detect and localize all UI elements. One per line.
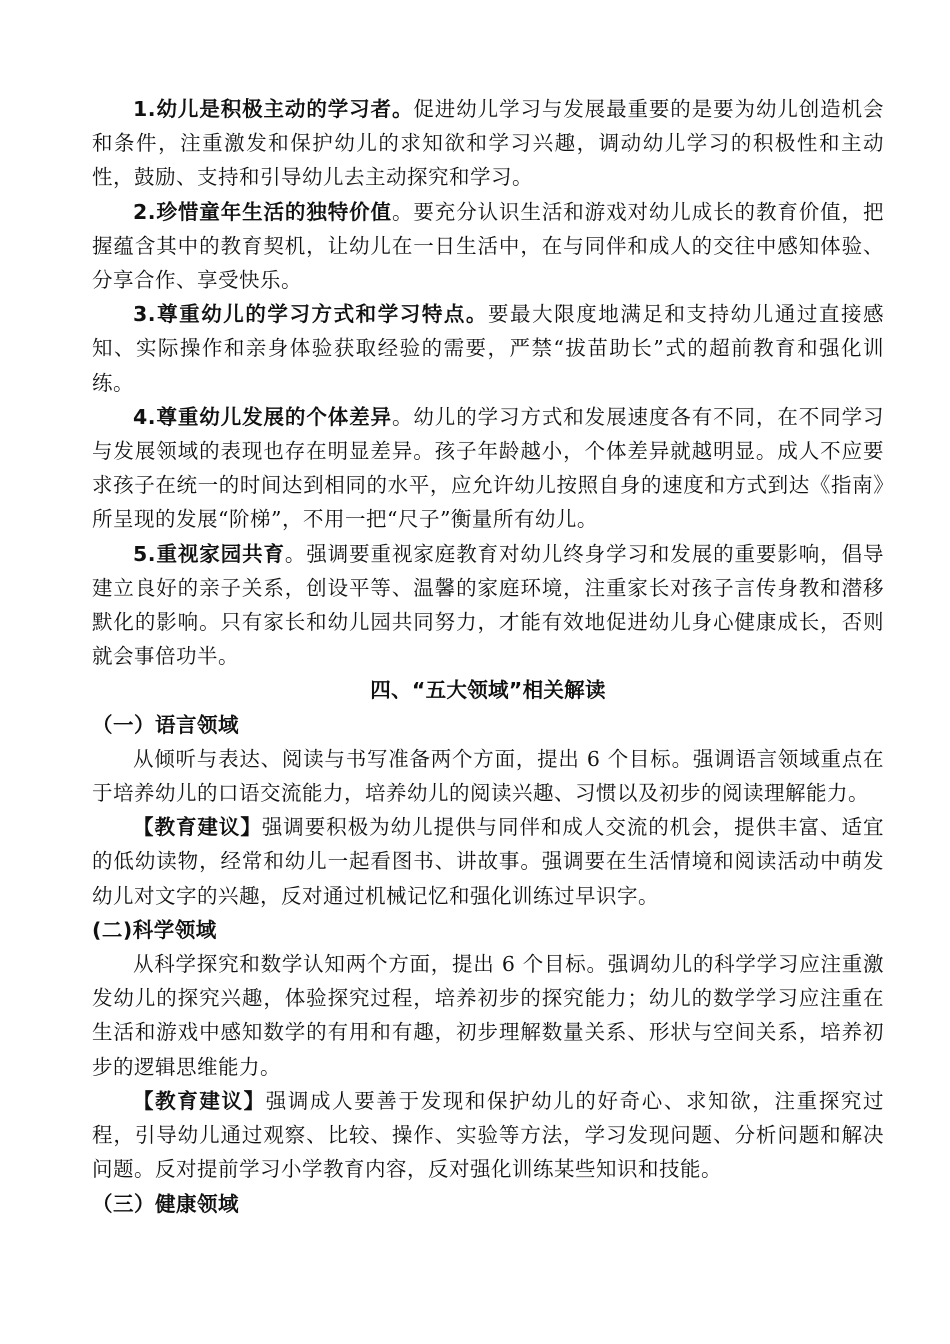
language-advice-text: 强调要积极为幼儿提供与同伴和成人交流的机会，提供丰富、适宜的低幼读物，经常和幼儿一起看图书、讲故事。强调要在生活情境和阅读活动中萌发幼儿对文字的兴趣，反对通过机械记忆和强化训练过早识字。 xyxy=(92,815,885,908)
section-title: 四、“五大领域”相关解读 xyxy=(370,678,606,703)
language-heading: （一）语言领域 xyxy=(92,712,239,737)
language-advice xyxy=(92,810,884,913)
principle-4-title: 4.尊重幼儿发展的个体差异 xyxy=(133,404,392,429)
science-advice xyxy=(92,1084,884,1187)
principle-1-text: 促进幼儿学习与发展最重要的是要为幼儿创造机会和条件，注重激发和保护幼儿的求知欲和学习兴趣，调动幼儿学习的积极性和主动性，鼓励、支持和引导幼儿去主动探究和学习。 xyxy=(92,97,884,190)
language-body: 从倾听与表达、阅读与书写准备两个方面，提出 6 个目标。强调语言领域重点在于培养幼儿的口语交流能力，培养幼儿的阅读兴趣、习惯以及初步的阅读理解能力。 xyxy=(92,746,884,806)
document-page xyxy=(92,92,884,1221)
principle-2-text: 。要充分认识生活和游戏对幼儿成长的教育价值，把握蕴含其中的教育契机，让幼儿在一日生活中，在与同伴和成人的交往中感知体验、分享合作、享受快乐。 xyxy=(92,199,885,293)
principle-1-title: 1.幼儿是积极主动的学习者。 xyxy=(133,97,414,121)
health-heading: （三）健康领域 xyxy=(92,1191,239,1216)
principle-3 xyxy=(92,297,884,400)
science-heading: (二)科学领域 xyxy=(92,917,217,942)
principle-4-text: 。幼儿的学习方式和发展速度各有不同，在不同学习与发展领域的表现也存在明显差异。孩子年龄越小，个体差异就越明显。成人不应要求孩子在统一的时间达到相同的水平，应允许幼儿按照自身的速度和方式到达《指南》所呈现的发展“阶梯”，不用一把“尺子”衡量所有幼儿。 xyxy=(92,404,885,532)
principle-3-title: 3.尊重幼儿的学习方式和学习特点。 xyxy=(133,302,488,327)
language-advice-label: 【教育建议】 xyxy=(133,815,262,840)
principle-5-text: 。强调要重视家庭教育对幼儿终身学习和发展的重要影响，倡导建立良好的亲子关系，创设平等、温馨的家庭环境，注重家长对孩子言传身教和潜移默化的影响。只有家长和幼儿园共同努力，才能有效地促进幼儿身心健康成长，否则就会事倍功半。 xyxy=(92,541,884,669)
principle-5-title: 5.重视家园共育 xyxy=(133,541,285,566)
science-advice-label: 【教育建议】 xyxy=(133,1088,266,1113)
principle-4 xyxy=(92,400,884,537)
principle-3-text: 要最大限度地满足和支持幼儿通过直接感知、实际操作和亲身体验获取经验的需要，严禁“拔苗助长”式的超前教育和强化训练。 xyxy=(92,302,884,395)
principle-2 xyxy=(92,195,884,298)
science-body: 从科学探究和数学认知两个方面，提出 6 个目标。强调幼儿的科学学习应注重激发幼儿的探究兴趣，体验探究过程，培养初步的探究能力；幼儿的数学学习应注重在生活和游戏中感知数学的有用和有趣，初步理解数量关系、形状与空间关系，培养初步的逻辑思维能力。 xyxy=(92,952,884,1079)
science-advice-text: 强调成人要善于发现和保护幼儿的好奇心、求知欲，注重探究过程，引导幼儿通过观察、比较、操作、实验等方法，学习发现问题、分析问题和解决问题。反对提前学习小学教育内容，反对强化训练某些知识和技能。 xyxy=(92,1088,885,1182)
principle-5 xyxy=(92,537,884,674)
principle-1 xyxy=(92,92,884,195)
principle-2-title: 2.珍惜童年生活的独特价值 xyxy=(133,199,392,224)
